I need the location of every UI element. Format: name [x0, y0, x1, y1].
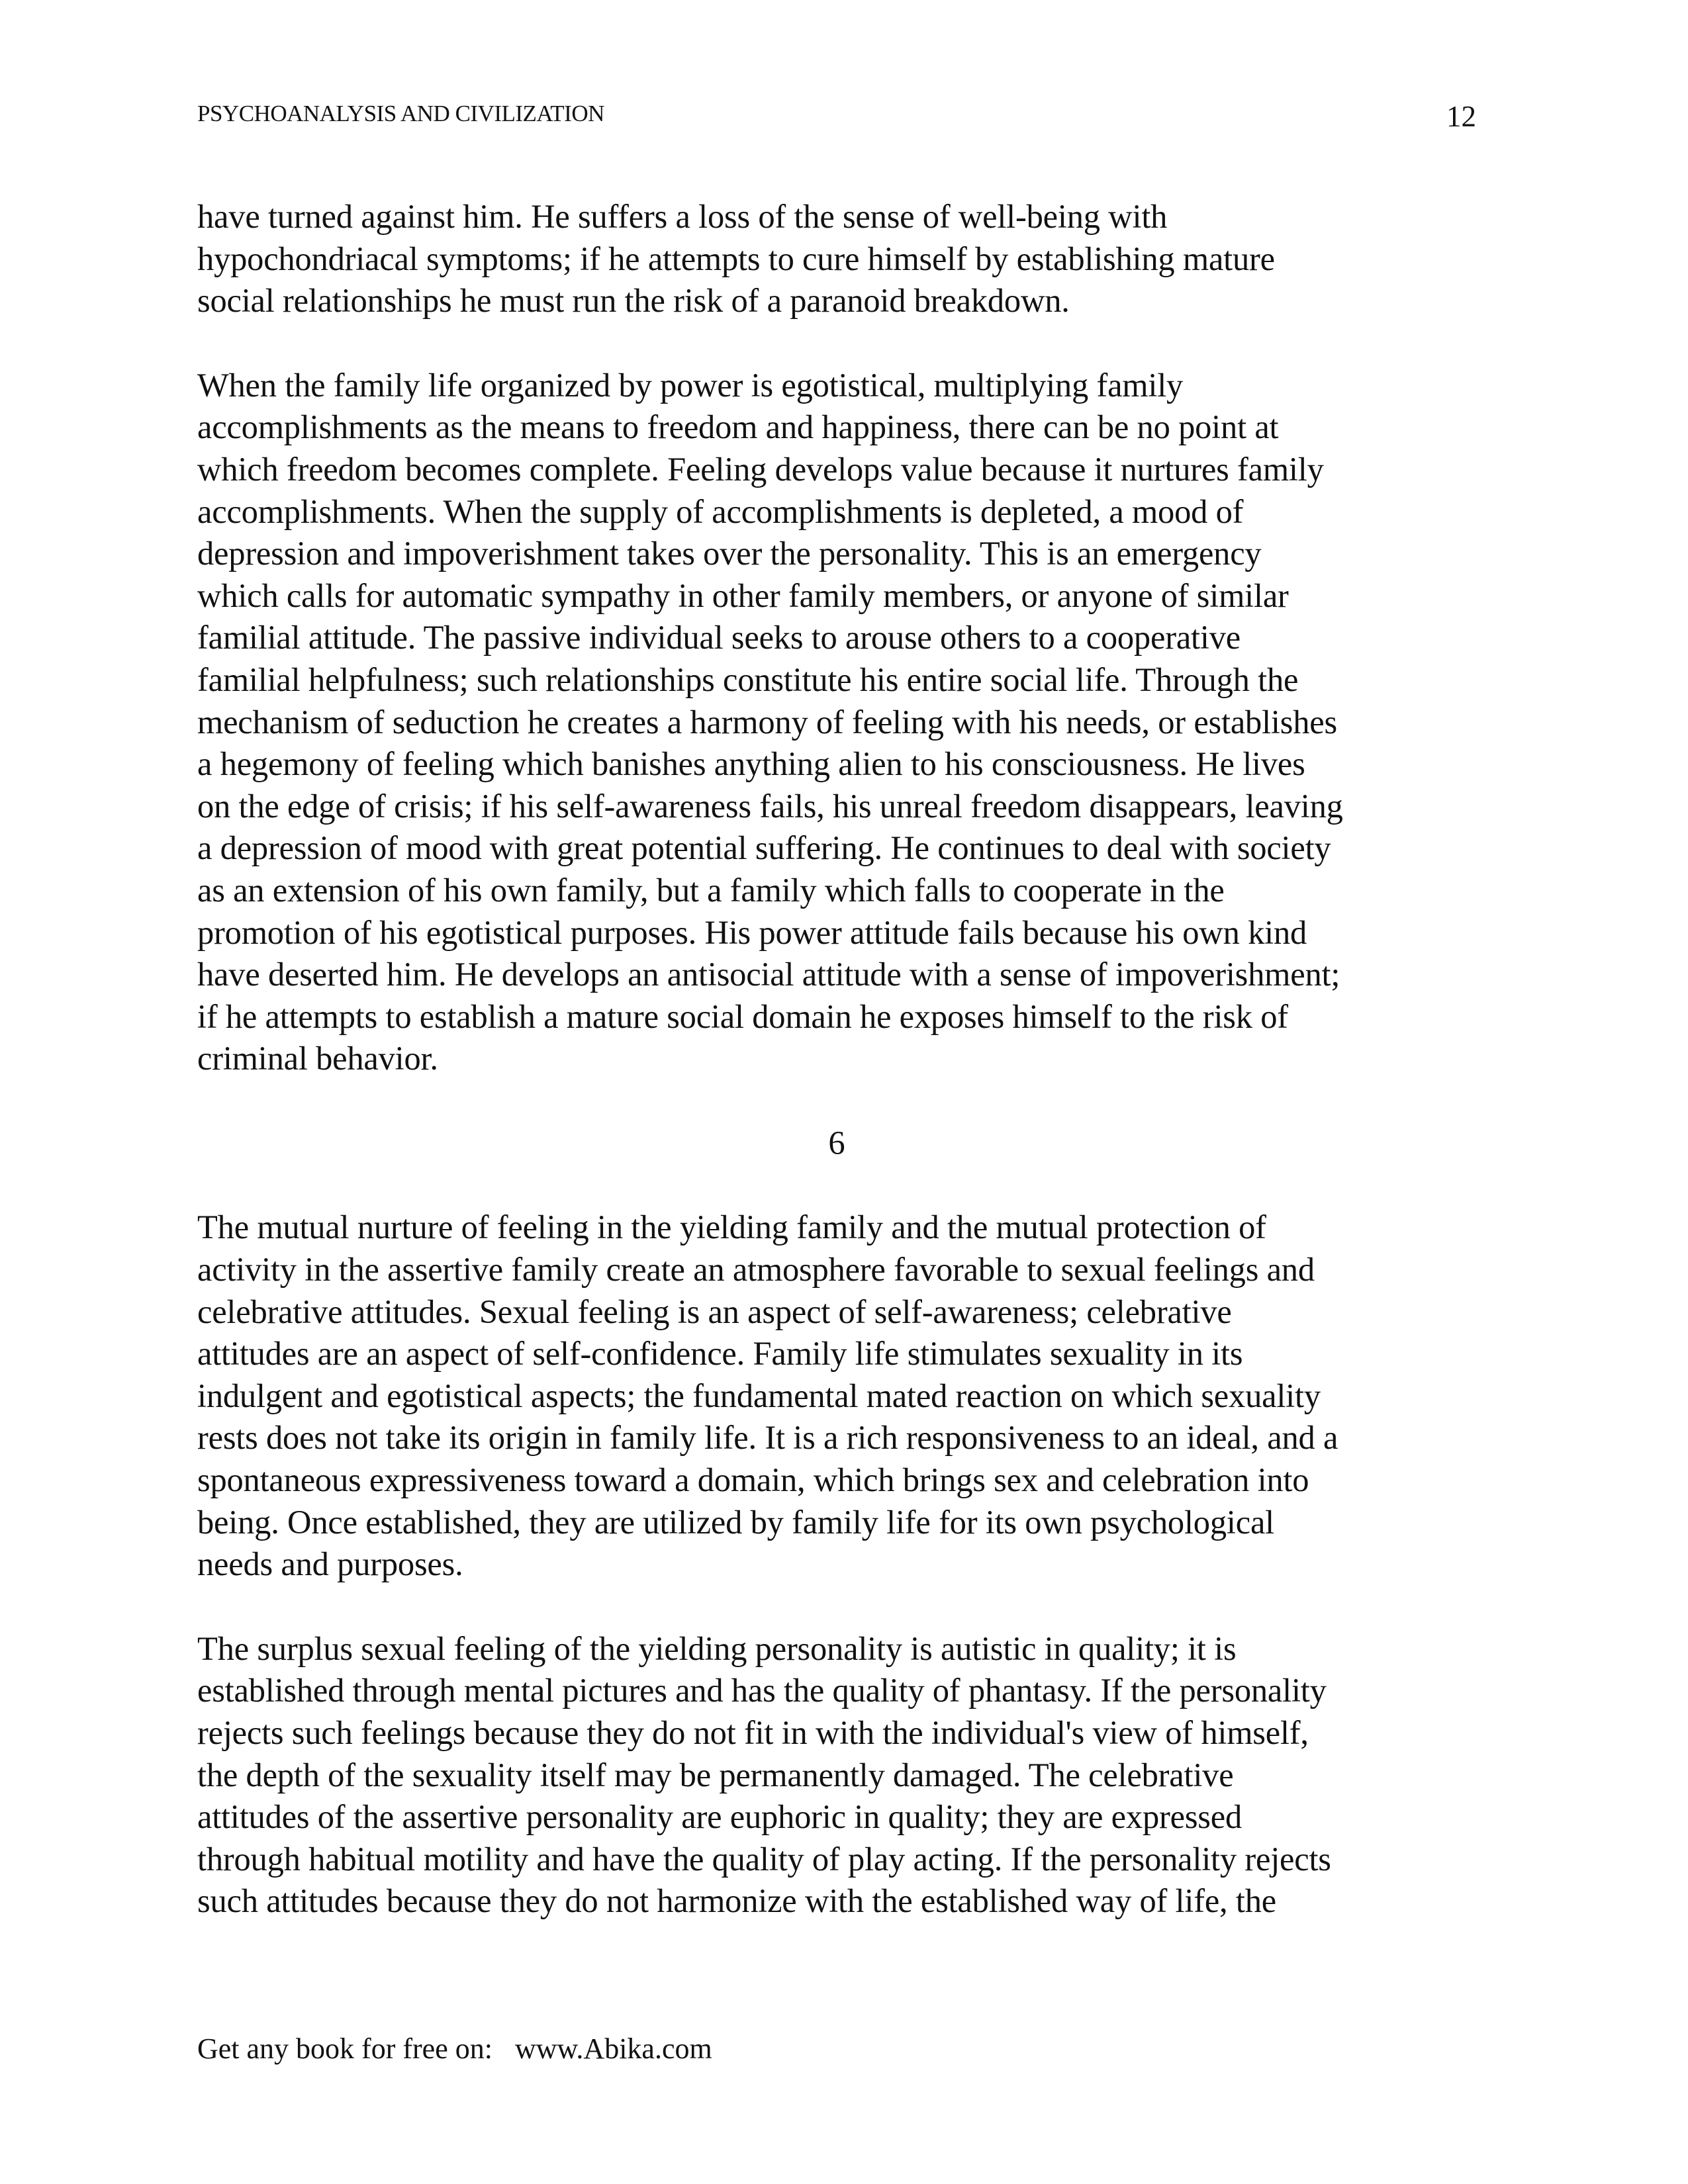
text-line: hypochondriacal symptoms; if he attempts to cure himself by establishing mature — [197, 240, 1275, 277]
section-number: 6 — [828, 1124, 845, 1161]
page-header — [197, 99, 1476, 139]
text-line: being. Once established, they are utilized by family life for its own psychological — [197, 1503, 1274, 1541]
paragraph-2 — [197, 365, 1476, 1080]
paragraph-3 — [197, 1206, 1476, 1585]
text-line: a hegemony of feeling which banishes anything alien to his consciousness. He lives — [197, 745, 1305, 783]
text-line: criminal behavior. — [197, 1040, 438, 1077]
text-line: attitudes are an aspect of self-confidence. Family life stimulates sexuality in its — [197, 1335, 1243, 1373]
footer-url: www.Abika.com — [514, 2032, 712, 2065]
text-line: the depth of the sexuality itself may be permanently damaged. The celebrative — [197, 1756, 1234, 1794]
text-line: indulgent and egotistical aspects; the fundamental mated reaction on which sexuality — [197, 1377, 1321, 1414]
paragraph-4 — [197, 1628, 1476, 1923]
text-line: established through mental pictures and has the quality of phantasy. If the personality — [197, 1672, 1327, 1709]
text-line: activity in the assertive family create an atmosphere favorable to sexual feelings and — [197, 1251, 1315, 1289]
text-line: needs and purposes. — [197, 1545, 463, 1583]
text-line: spontaneous expressiveness toward a domain, which brings sex and celebration into — [197, 1461, 1309, 1499]
text-line: rejects such feelings because they do not fit in with the individual's view of himself, — [197, 1714, 1309, 1751]
text-line: a depression of mood with great potential suffering. He continues to deal with society — [197, 829, 1331, 867]
text-line: through habitual motility and have the quality of play acting. If the personality rejects — [197, 1840, 1331, 1878]
text-line: on the edge of crisis; if his self-awareness fails, his unreal freedom disappears, leaving — [197, 787, 1343, 825]
text-line: which freedom becomes complete. Feeling develops value because it nurtures family — [197, 450, 1324, 488]
footer-text: Get any book for free on: — [197, 2032, 492, 2065]
page-number: 12 — [1446, 100, 1476, 133]
running-title: PSYCHOANALYSIS AND CIVILIZATION — [197, 101, 604, 126]
text-line: depression and impoverishment takes over the personality. This is an emergency — [197, 535, 1262, 572]
text-line: mechanism of seduction he creates a harmony of feeling with his needs, or establishes — [197, 703, 1337, 741]
text-line: have turned against him. He suffers a loss of the sense of well-being with — [197, 198, 1168, 235]
text-line: When the family life organized by power is egotistical, multiplying family — [197, 366, 1184, 404]
text-line: have deserted him. He develops an antisocial attitude with a sense of impoverishment; — [197, 956, 1340, 993]
text-line: social relationships he must run the risk of a paranoid breakdown. — [197, 282, 1070, 320]
text-line: accomplishments as the means to freedom and happiness, there can be no point at — [197, 408, 1279, 446]
text-line: as an extension of his own family, but a family which falls to cooperate in the — [197, 871, 1225, 909]
text-line: rests does not take its origin in family life. It is a rich responsiveness to an ideal, and a — [197, 1419, 1338, 1457]
text-line: accomplishments. When the supply of accomplishments is depleted, a mood of — [197, 492, 1244, 530]
page-body — [197, 196, 1476, 1923]
text-line: The mutual nurture of feeling in the yielding family and the mutual protection of — [197, 1208, 1266, 1246]
text-line: attitudes of the assertive personality are euphoric in quality; they are expressed — [197, 1798, 1242, 1836]
text-line: promotion of his egotistical purposes. His power attitude fails because his own kind — [197, 913, 1307, 951]
text-line: The surplus sexual feeling of the yielding personality is autistic in quality; it is — [197, 1629, 1237, 1667]
paragraph-1 — [197, 196, 1476, 322]
text-line: such attitudes because they do not harmonize with the established way of life, the — [197, 1882, 1276, 1920]
text-line: familial attitude. The passive individual seeks to arouse others to a cooperative — [197, 619, 1241, 657]
text-line: which calls for automatic sympathy in other family members, or anyone of similar — [197, 576, 1289, 614]
text-line: familial helpfulness; such relationships constitute his entire social life. Through the — [197, 660, 1299, 698]
page-footer — [197, 2032, 712, 2066]
text-line: if he attempts to establish a mature social domain he exposes himself to the risk of — [197, 997, 1288, 1035]
text-line: celebrative attitudes. Sexual feeling is an aspect of self-awareness; celebrative — [197, 1293, 1232, 1330]
